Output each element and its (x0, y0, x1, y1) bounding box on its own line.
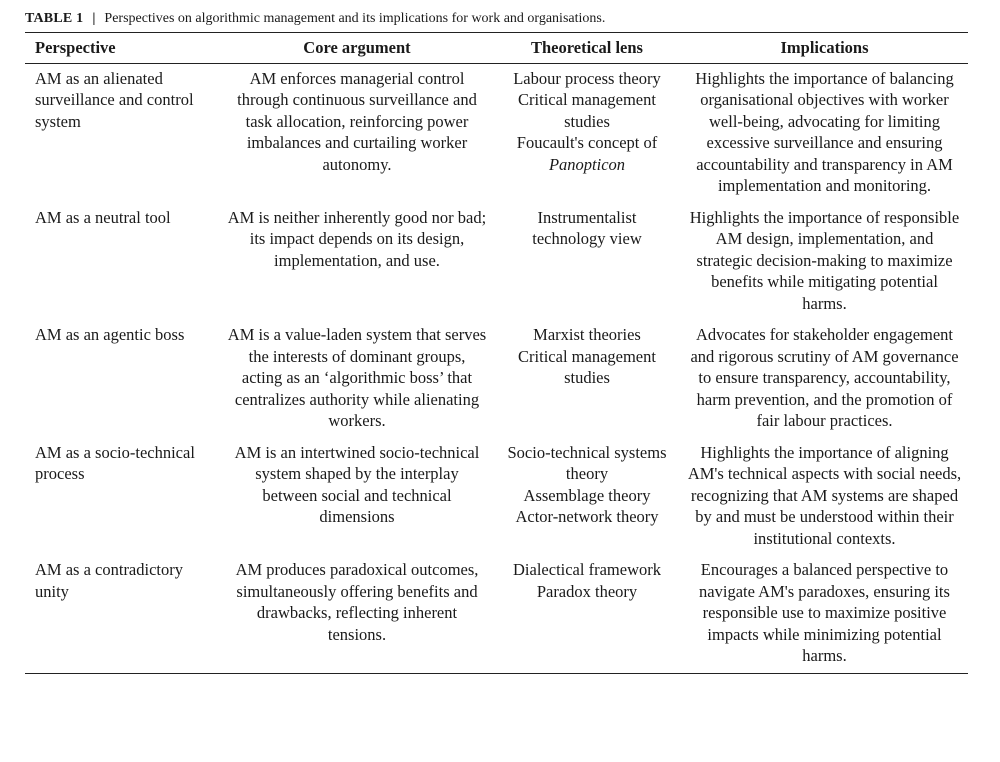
cell-perspective: AM as an agentic boss (35, 325, 185, 344)
perspectives-table (25, 32, 968, 674)
cell-core-argument: AM produces paradoxical outcomes, simultaneously offering benefits and drawbacks, reflecting inherent tensions. (235, 560, 479, 644)
table-container (25, 0, 968, 674)
cell-perspective: AM as a socio-technical process (35, 442, 195, 483)
caption-separator: | (92, 11, 96, 26)
table-caption (25, 10, 968, 32)
lens-item: Marxist theories (533, 325, 641, 344)
cell-theoretical-lens (493, 438, 681, 556)
header-theoretical-lens: Theoretical lens (531, 38, 643, 57)
cell-core-argument: AM is neither inherently good nor bad; its impact depends on its design, implementation, and use. (227, 207, 487, 270)
lens-item: Foucault's concept of (516, 133, 658, 152)
cell-core-argument: AM is a value-laden system that serves the interests of dominant groups, acting as an ‘algorithmic boss’ that centralizes authority while alienating workers. (227, 325, 487, 430)
cell-implications: Highlights the importance of responsible AM design, implementation, and strategic decision-making to maximize benefits while mitigating potential harms. (689, 207, 960, 313)
table-row (25, 320, 968, 438)
lens-item: Critical management studies (518, 346, 656, 387)
cell-implications: Encourages a balanced perspective to navigate AM's paradoxes, ensuring its responsible use to maximize positive impacts while minimizing potential harms. (699, 560, 950, 665)
cell-theoretical-lens (493, 63, 681, 203)
table-row (25, 203, 968, 321)
header-row (25, 33, 968, 64)
cell-implications: Advocates for stakeholder engagement and rigorous scrutiny of AM governance to ensure transparency, accountability, harm prevention, and the promotion of fair labour practices. (690, 325, 959, 430)
caption-label: TABLE 1 (25, 11, 84, 26)
cell-theoretical-lens (493, 203, 681, 321)
table-row (25, 63, 968, 203)
lens-item: Assemblage theory (523, 485, 651, 505)
lens-item: Critical management studies (518, 90, 656, 131)
cell-core-argument: AM enforces managerial control through continuous surveillance and task allocation, reinforcing power imbalances and curtailing worker autonomy. (237, 68, 477, 174)
header-implications: Implications (780, 38, 869, 57)
header-core-argument: Core argument (303, 38, 411, 57)
cell-implications: Highlights the importance of balancing organisational objectives with worker well-being, advocating for limiting excessive surveillance and ensuring accountability and transparency in AM implementation and monitoring. (695, 68, 954, 195)
cell-implications: Highlights the importance of aligning AM's technical aspects with social needs, recognizing that AM systems are shaped by and must be understood within their institutional contexts. (687, 442, 962, 548)
lens-item: Actor-network theory (515, 507, 659, 526)
lens-item: Instrumentalist technology view (532, 207, 642, 248)
cell-theoretical-lens (493, 555, 681, 673)
cell-theoretical-lens (493, 320, 681, 438)
cell-core-argument: AM is an intertwined socio-technical system shaped by the interplay between social and technical dimensions (234, 442, 480, 526)
cell-perspective: AM as an alienated surveillance and control system (35, 68, 194, 131)
cell-perspective: AM as a contradictory unity (35, 560, 183, 601)
cell-perspective: AM as a neutral tool (35, 207, 171, 227)
caption-text: Perspectives on algorithmic management and its implications for work and organisations. (104, 11, 606, 26)
lens-item: Labour process theory (513, 68, 661, 88)
header-perspective: Perspective (35, 38, 116, 57)
table-row (25, 438, 968, 556)
lens-item: Dialectical framework (513, 560, 661, 579)
lens-item: Paradox theory (536, 581, 638, 601)
lens-item-italic: Panopticon (548, 154, 626, 174)
lens-item: Socio-technical systems theory (507, 442, 667, 483)
table-row (25, 555, 968, 673)
